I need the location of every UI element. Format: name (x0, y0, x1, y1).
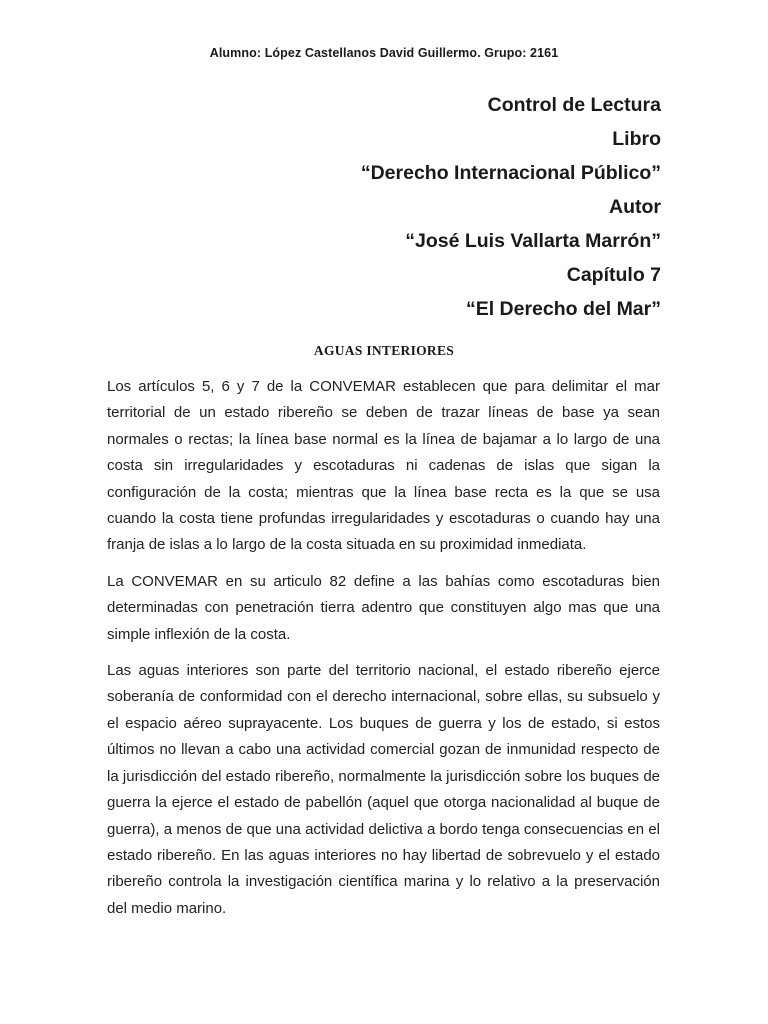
title-line-chapter: Capítulo 7 (566, 264, 661, 286)
title-line-book-title: “Derecho Internacional Público” (360, 162, 661, 184)
title-line-autor-label: Autor (609, 196, 661, 218)
title-line-control: Control de Lectura (487, 94, 661, 116)
title-line-chapter-title: “El Derecho del Mar” (465, 298, 661, 320)
paragraph: Los artículos 5, 6 y 7 de la CONVEMAR establecen que para delimitar el mar territorial de un estado ribereño se deben de trazar líneas de base ya sean normales o rectas; la línea base normal es la línea de bajamar a lo largo de una costa sin irregularidades y escotaduras ni cadenas de islas que sigan la configuración de la costa; mientras que la línea base recta es la que se usa cuando la costa tiene profundas irregularidades y escotaduras o cuando hay una franja de islas a lo largo de la costa situada en su proximidad inmediata. (107, 378, 660, 554)
paragraph: Las aguas interiores son parte del territorio nacional, el estado ribereño ejerce soberanía de conformidad con el derecho internacional, sobre ellas, su subsuelo y el espacio aéreo suprayacente. Los buques de guerra y los de estado, si estos últimos no llevan a cabo una actividad comercial gozan de inmunidad respecto de la jurisdicción del estado ribereño, normalmente la jurisdicción sobre los buques de guerra la ejerce el estado de pabellón (aquel que otorga nacionalidad al buque de guerra), a menos de que una actividad delictiva a bordo tenga consecuencias en el estado ribereño. En las aguas interiores no hay libertad de sobrevuelo y el estado ribereño controla la investigación científica marina y lo relativo a la preservación del medio marino. (107, 662, 660, 917)
body-text (107, 374, 660, 932)
title-block (361, 88, 661, 326)
paragraph: La CONVEMAR en su articulo 82 define a las bahías como escotaduras bien determinadas con penetración tierra adentro que constituyen algo mas que una simple inflexión de la costa. (107, 572, 660, 643)
title-line-libro-label: Libro (612, 128, 661, 150)
title-line-author-name: “José Luis Vallarta Marrón” (405, 230, 661, 252)
student-header: Alumno: López Castellanos David Guillermo. Grupo: 2161 (209, 46, 559, 60)
section-heading: AGUAS INTERIORES (313, 343, 455, 358)
